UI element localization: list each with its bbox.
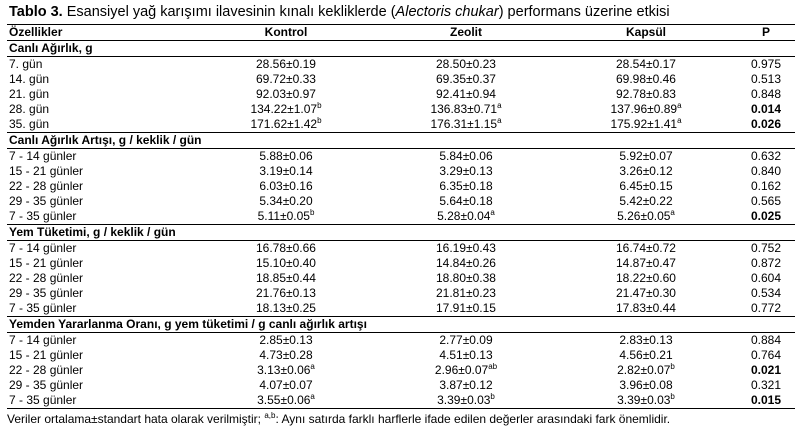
cell-value: 16.19±0.43 bbox=[436, 241, 496, 255]
cell-kapsul bbox=[555, 149, 735, 165]
cell-zeolit bbox=[375, 378, 555, 393]
cell-value: 4.56±0.21 bbox=[619, 348, 673, 362]
cell-kontrol bbox=[195, 164, 375, 179]
cell-value: 3.87±0.12 bbox=[439, 378, 493, 392]
cell-zeolit bbox=[375, 72, 555, 87]
cell-kapsul bbox=[555, 117, 735, 133]
cell-kontrol bbox=[195, 241, 375, 257]
table-row bbox=[7, 286, 795, 301]
table-row bbox=[7, 301, 795, 317]
significance-letter: a bbox=[490, 208, 495, 217]
cell-kontrol bbox=[195, 271, 375, 286]
cell-value: 134.22±1.07 bbox=[250, 102, 318, 116]
cell-value: 3.13±0.06 bbox=[257, 363, 311, 377]
cell-kapsul bbox=[555, 179, 735, 194]
cell-p-value: 0.884 bbox=[750, 333, 782, 347]
cell-value: 2.82±0.07 bbox=[617, 363, 671, 377]
row-label: 7 - 14 günler bbox=[9, 149, 77, 163]
cell-p-value: 0.026 bbox=[750, 117, 782, 131]
cell-value: 14.84±0.26 bbox=[436, 256, 496, 270]
row-label: 21. gün bbox=[9, 87, 50, 101]
cell-value: 171.62±1.42 bbox=[250, 117, 318, 131]
cell-kapsul bbox=[555, 72, 735, 87]
cell-value: 5.92±0.07 bbox=[619, 149, 673, 163]
cell-value: 69.98±0.46 bbox=[616, 72, 676, 86]
cell-value: 14.87±0.47 bbox=[616, 256, 676, 270]
section-title: Canlı Ağırlık Artışı, g / keklik / gün bbox=[7, 133, 795, 149]
significance-letter: a bbox=[677, 101, 682, 110]
cell-p-value: 0.014 bbox=[750, 102, 782, 116]
cell-value: 5.42±0.22 bbox=[619, 194, 673, 208]
cell-value: 2.77±0.09 bbox=[439, 333, 493, 347]
table-row bbox=[7, 271, 795, 286]
row-label: 7 - 14 günler bbox=[9, 241, 77, 255]
cell-zeolit bbox=[375, 149, 555, 165]
cell-kontrol bbox=[195, 149, 375, 165]
table-row bbox=[7, 363, 795, 378]
row-label: 14. gün bbox=[9, 72, 50, 86]
cell-value: 92.78±0.83 bbox=[616, 87, 676, 101]
cell-p-value: 0.162 bbox=[750, 179, 782, 193]
cell-p-value: 0.772 bbox=[750, 301, 782, 315]
significance-letter: a bbox=[310, 392, 315, 401]
cell-value: 6.03±0.16 bbox=[259, 179, 313, 193]
cell-value: 92.41±0.94 bbox=[436, 87, 496, 101]
cell-value: 3.39±0.03 bbox=[437, 393, 491, 407]
cell-zeolit bbox=[375, 286, 555, 301]
significance-letter: b bbox=[309, 208, 315, 217]
section-header-row bbox=[7, 225, 795, 241]
row-label: 29 - 35 günler bbox=[9, 194, 84, 208]
cell-p-value: 0.975 bbox=[750, 57, 782, 71]
cell-kontrol bbox=[195, 348, 375, 363]
cell-kapsul bbox=[555, 57, 735, 73]
cell-kontrol bbox=[195, 393, 375, 409]
cell-value: 3.96±0.08 bbox=[619, 378, 673, 392]
cell-value: 17.91±0.15 bbox=[436, 301, 496, 315]
cell-kapsul bbox=[555, 286, 735, 301]
table-row bbox=[7, 57, 795, 73]
cell-value: 4.51±0.13 bbox=[439, 348, 493, 362]
cell-kontrol bbox=[195, 378, 375, 393]
row-label: 15 - 21 günler bbox=[9, 256, 84, 270]
cell-kapsul bbox=[555, 363, 735, 378]
section-title: Yem Tüketimi, g / keklik / gün bbox=[7, 225, 795, 241]
cell-value: 92.03±0.97 bbox=[256, 87, 316, 101]
cell-value: 28.56±0.19 bbox=[256, 57, 316, 71]
cell-value: 18.80±0.38 bbox=[436, 271, 496, 285]
row-label: 7. gün bbox=[9, 57, 43, 71]
cell-p-value: 0.752 bbox=[750, 241, 782, 255]
significance-letter: a bbox=[670, 208, 675, 217]
significance-letter: a bbox=[497, 101, 502, 110]
cell-kontrol bbox=[195, 102, 375, 117]
cell-p-value: 0.764 bbox=[750, 348, 782, 362]
cell-value: 17.83±0.44 bbox=[616, 301, 676, 315]
cell-value: 5.64±0.18 bbox=[439, 194, 493, 208]
cell-zeolit bbox=[375, 102, 555, 117]
cell-zeolit bbox=[375, 301, 555, 317]
row-label: 29 - 35 günler bbox=[9, 286, 84, 300]
section-title: Canlı Ağırlık, g bbox=[7, 41, 795, 57]
cell-kontrol bbox=[195, 117, 375, 133]
footnote-superscript: a,b bbox=[264, 411, 276, 420]
cell-value: 21.76±0.13 bbox=[256, 286, 316, 300]
cell-value: 2.85±0.13 bbox=[259, 333, 313, 347]
row-label: 28. gün bbox=[9, 102, 50, 116]
cell-value: 2.83±0.13 bbox=[619, 333, 673, 347]
cell-kapsul bbox=[555, 241, 735, 257]
significance-letter: b bbox=[670, 362, 675, 371]
cell-kapsul bbox=[555, 87, 735, 102]
cell-value: 2.96±0.07 bbox=[434, 363, 489, 377]
section-title: Yemden Yararlanma Oranı, g yem tüketimi / g canlı ağırlık artışı bbox=[7, 317, 795, 333]
cell-kapsul bbox=[555, 164, 735, 179]
cell-value: 3.39±0.03 bbox=[617, 393, 671, 407]
cell-p-value: 0.848 bbox=[750, 87, 782, 101]
row-label: 35. gün bbox=[9, 117, 50, 131]
table-row bbox=[7, 348, 795, 363]
caption-text-post: ) performans üzerine etkisi bbox=[498, 4, 670, 20]
cell-value: 4.73±0.28 bbox=[259, 348, 313, 362]
row-label: 7 - 14 günler bbox=[9, 333, 77, 347]
row-label: 29 - 35 günler bbox=[9, 378, 84, 392]
cell-zeolit bbox=[375, 57, 555, 73]
cell-zeolit bbox=[375, 363, 555, 378]
cell-value: 6.45±0.15 bbox=[619, 179, 673, 193]
cell-zeolit bbox=[375, 256, 555, 271]
cell-zeolit bbox=[375, 164, 555, 179]
cell-zeolit bbox=[375, 209, 555, 225]
cell-value: 16.78±0.66 bbox=[256, 241, 316, 255]
cell-kontrol bbox=[195, 87, 375, 102]
header-ozellikler: Özellikler bbox=[7, 25, 195, 41]
table-row bbox=[7, 378, 795, 393]
cell-kontrol bbox=[195, 256, 375, 271]
table-row bbox=[7, 194, 795, 209]
cell-zeolit bbox=[375, 194, 555, 209]
cell-zeolit bbox=[375, 87, 555, 102]
cell-zeolit bbox=[375, 271, 555, 286]
table-row bbox=[7, 117, 795, 133]
cell-kapsul bbox=[555, 271, 735, 286]
cell-p-value: 0.021 bbox=[750, 363, 782, 377]
cell-value: 3.19±0.14 bbox=[259, 164, 313, 178]
cell-kontrol bbox=[195, 194, 375, 209]
cell-value: 6.35±0.18 bbox=[439, 179, 493, 193]
cell-kontrol bbox=[195, 333, 375, 349]
cell-p-value: 0.840 bbox=[750, 164, 782, 178]
cell-zeolit bbox=[375, 241, 555, 257]
footnote-text-post: : Aynı satırda farklı harflerle ifade edilen değerler arasındaki fark önemlidir. bbox=[275, 412, 671, 426]
table-row bbox=[7, 241, 795, 257]
cell-kapsul bbox=[555, 348, 735, 363]
cell-kontrol bbox=[195, 57, 375, 73]
cell-p-value: 0.534 bbox=[750, 286, 782, 300]
cell-kontrol bbox=[195, 72, 375, 87]
cell-value: 5.28±0.04 bbox=[437, 209, 491, 223]
performance-table bbox=[7, 24, 795, 409]
significance-letter: ab bbox=[488, 362, 498, 371]
significance-letter: b bbox=[317, 116, 322, 125]
section-header-row bbox=[7, 41, 795, 57]
cell-p-value: 0.632 bbox=[750, 149, 782, 163]
cell-kontrol bbox=[195, 286, 375, 301]
significance-letter: b bbox=[490, 392, 495, 401]
cell-value: 69.35±0.37 bbox=[436, 72, 496, 86]
cell-kapsul bbox=[555, 393, 735, 409]
table-footnote bbox=[7, 412, 670, 427]
table-row bbox=[7, 149, 795, 165]
header-zeolit: Zeolit bbox=[375, 25, 555, 41]
cell-kapsul bbox=[555, 378, 735, 393]
cell-kontrol bbox=[195, 209, 375, 225]
row-label: 15 - 21 günler bbox=[9, 348, 84, 362]
table-row bbox=[7, 393, 795, 409]
cell-value: 176.31±1.15 bbox=[430, 117, 498, 131]
table-row bbox=[7, 87, 795, 102]
cell-kapsul bbox=[555, 194, 735, 209]
cell-zeolit bbox=[375, 333, 555, 349]
row-label: 22 - 28 günler bbox=[9, 363, 84, 377]
cell-p-value: 0.015 bbox=[735, 393, 795, 409]
row-label: 22 - 28 günler bbox=[9, 179, 84, 193]
cell-zeolit bbox=[375, 117, 555, 133]
cell-value: 3.29±0.13 bbox=[439, 164, 493, 178]
cell-kontrol bbox=[195, 179, 375, 194]
table-row bbox=[7, 164, 795, 179]
cell-zeolit bbox=[375, 179, 555, 194]
table-body bbox=[7, 41, 795, 409]
table-row bbox=[7, 333, 795, 349]
cell-value: 28.54±0.17 bbox=[616, 57, 676, 71]
cell-value: 5.88±0.06 bbox=[259, 149, 313, 163]
table-caption bbox=[9, 3, 670, 21]
cell-kontrol bbox=[195, 363, 375, 378]
cell-value: 21.81±0.23 bbox=[436, 286, 496, 300]
row-label: 7 - 35 günler bbox=[9, 301, 77, 315]
header-kapsul: Kapsül bbox=[555, 25, 735, 41]
cell-value: 3.26±0.12 bbox=[619, 164, 673, 178]
header-p: P bbox=[735, 25, 795, 41]
cell-zeolit bbox=[375, 393, 555, 409]
cell-value: 18.22±0.60 bbox=[616, 271, 676, 285]
cell-kapsul bbox=[555, 333, 735, 349]
cell-value: 21.47±0.30 bbox=[616, 286, 676, 300]
cell-p-value: 0.565 bbox=[750, 194, 782, 208]
cell-value: 5.11±0.05 bbox=[257, 209, 310, 223]
table-row bbox=[7, 72, 795, 87]
significance-letter: a bbox=[310, 362, 315, 371]
cell-value: 69.72±0.33 bbox=[256, 72, 316, 86]
header-kontrol: Kontrol bbox=[195, 25, 375, 41]
table-row bbox=[7, 179, 795, 194]
cell-value: 175.92±1.41 bbox=[610, 117, 678, 131]
cell-value: 5.84±0.06 bbox=[439, 149, 493, 163]
row-label: 22 - 28 günler bbox=[9, 271, 84, 285]
cell-value: 18.85±0.44 bbox=[256, 271, 316, 285]
cell-value: 136.83±0.71 bbox=[430, 102, 498, 116]
significance-letter: b bbox=[317, 101, 322, 110]
caption-text-pre: Esansiyel yağ karışımı ilavesinin kınalı kekliklerde ( bbox=[62, 4, 396, 20]
section-header-row bbox=[7, 133, 795, 149]
cell-value: 3.55±0.06 bbox=[257, 393, 311, 407]
cell-value: 15.10±0.40 bbox=[256, 256, 316, 270]
footnote-text-pre: Veriler ortalama±standart hata olarak verilmiştir; bbox=[7, 412, 265, 426]
cell-value: 16.74±0.72 bbox=[616, 241, 676, 255]
cell-value: 18.13±0.25 bbox=[256, 301, 316, 315]
significance-letter: a bbox=[677, 116, 682, 125]
cell-kontrol bbox=[195, 301, 375, 317]
cell-zeolit bbox=[375, 348, 555, 363]
cell-value: 5.34±0.20 bbox=[259, 194, 313, 208]
row-label: 7 - 35 günler bbox=[7, 393, 195, 409]
row-label: 15 - 21 günler bbox=[9, 164, 84, 178]
cell-p-value: 0.604 bbox=[750, 271, 782, 285]
header-row bbox=[7, 25, 795, 41]
caption-species: Alectoris chukar bbox=[395, 4, 499, 20]
table-row bbox=[7, 209, 795, 225]
significance-letter: a bbox=[497, 116, 502, 125]
cell-p-value: 0.872 bbox=[750, 256, 782, 270]
cell-kapsul bbox=[555, 102, 735, 117]
cell-value: 4.07±0.07 bbox=[259, 378, 313, 392]
significance-letter: b bbox=[670, 392, 675, 401]
section-header-row bbox=[7, 317, 795, 333]
cell-value: 28.50±0.23 bbox=[436, 57, 496, 71]
table-row bbox=[7, 256, 795, 271]
table-row bbox=[7, 102, 795, 117]
cell-p-value: 0.513 bbox=[750, 72, 782, 86]
row-label: 7 - 35 günler bbox=[9, 209, 77, 223]
cell-p-value: 0.321 bbox=[750, 378, 782, 392]
caption-number: Tablo 3. bbox=[9, 4, 63, 20]
cell-value: 137.96±0.89 bbox=[610, 102, 678, 116]
cell-p-value: 0.025 bbox=[750, 209, 782, 223]
cell-value: 5.26±0.05 bbox=[617, 209, 671, 223]
cell-kapsul bbox=[555, 256, 735, 271]
cell-kapsul bbox=[555, 301, 735, 317]
cell-kapsul bbox=[555, 209, 735, 225]
